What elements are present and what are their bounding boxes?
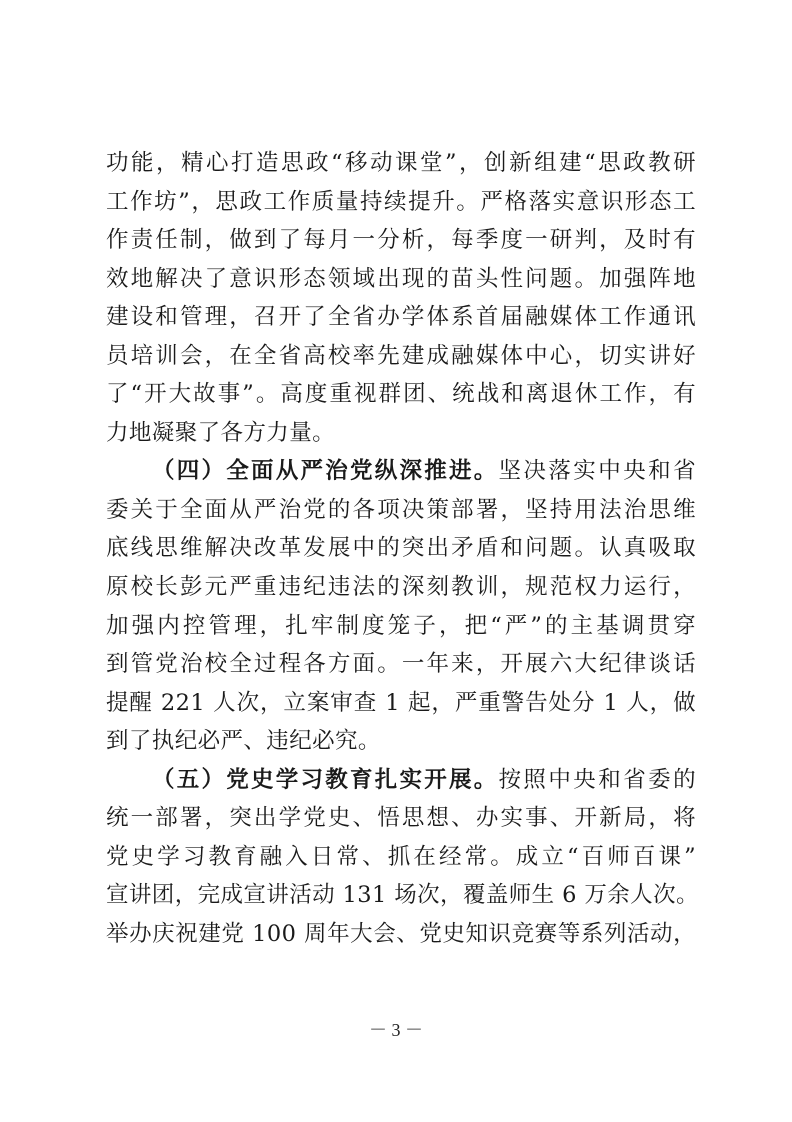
- paragraph-line: 加强内控管理，扎牢制度笼子，把“严”的主基调贯穿: [106, 612, 696, 639]
- paragraph-line: 作责任制，做到了每月一分析，每季度一研判，及时有: [106, 227, 696, 254]
- paragraph-line: 委关于全面从严治党的各项决策部署，坚持用法治思维: [106, 496, 696, 523]
- paragraph-line: 功能，精心打造思政“移动课堂”，创新组建“思政教研: [106, 150, 696, 176]
- paragraph-line: 到管党治校全过程各方面。一年来，开展六大纪律谈话: [106, 651, 696, 678]
- body-text: [106, 144, 699, 953]
- paragraph-line: 提醒 221 人次，立案审查 1 起，严重警告处分 1 人，做: [106, 689, 696, 716]
- paragraph-line: 员培训会，在全省高校率先建成融媒体中心，切实讲好: [106, 342, 696, 369]
- paragraph-line: 统一部署，突出学党史、悟思想、办实事、开新局，将: [106, 805, 696, 832]
- section-4-first-line: [106, 452, 696, 491]
- paragraph-line: 举办庆祝建党 100 周年大会、党史知识竞赛等系列活动，: [106, 920, 696, 947]
- page-number: － 3 －: [369, 1020, 423, 1040]
- paragraph-line: 党史学习教育融入日常、抓在经常。成立“百师百课”: [106, 843, 696, 870]
- paragraph-line: 原校长彭元严重违纪违法的深刻教训，规范权力运行，: [106, 574, 696, 601]
- section-4-heading: （四）全面从严治党纵深推进。: [152, 458, 499, 485]
- paragraph-line: 底线思维解决改革发展中的突出矛盾和问题。认真吸取: [106, 535, 696, 562]
- paragraph-line: 力地凝聚了各方力量。: [106, 419, 336, 446]
- paragraph-line: 宣讲团，完成宣讲活动 131 场次，覆盖师生 6 万余人次。: [106, 882, 699, 909]
- section-4-first-line-text: 坚决落实中央和省: [498, 458, 696, 485]
- paragraph-line: 工作坊”，思政工作质量持续提升。严格落实意识形态工: [106, 188, 696, 215]
- section-5-heading: （五）党史学习教育扎实开展。: [152, 766, 499, 793]
- paragraph-line: 到了执纪必严、违纪必究。: [106, 728, 381, 755]
- section-5-first-line: [106, 761, 696, 800]
- paragraph-line: 效地解决了意识形态领域出现的苗头性问题。加强阵地: [106, 265, 696, 292]
- paragraph-line: 建设和管理，召开了全省办学体系首届融媒体工作通讯: [106, 304, 696, 331]
- paragraph-line: 了“开大故事”。高度重视群团、统战和离退休工作，有: [106, 381, 696, 408]
- section-5-first-line-text: 按照中央和省委的: [498, 766, 696, 793]
